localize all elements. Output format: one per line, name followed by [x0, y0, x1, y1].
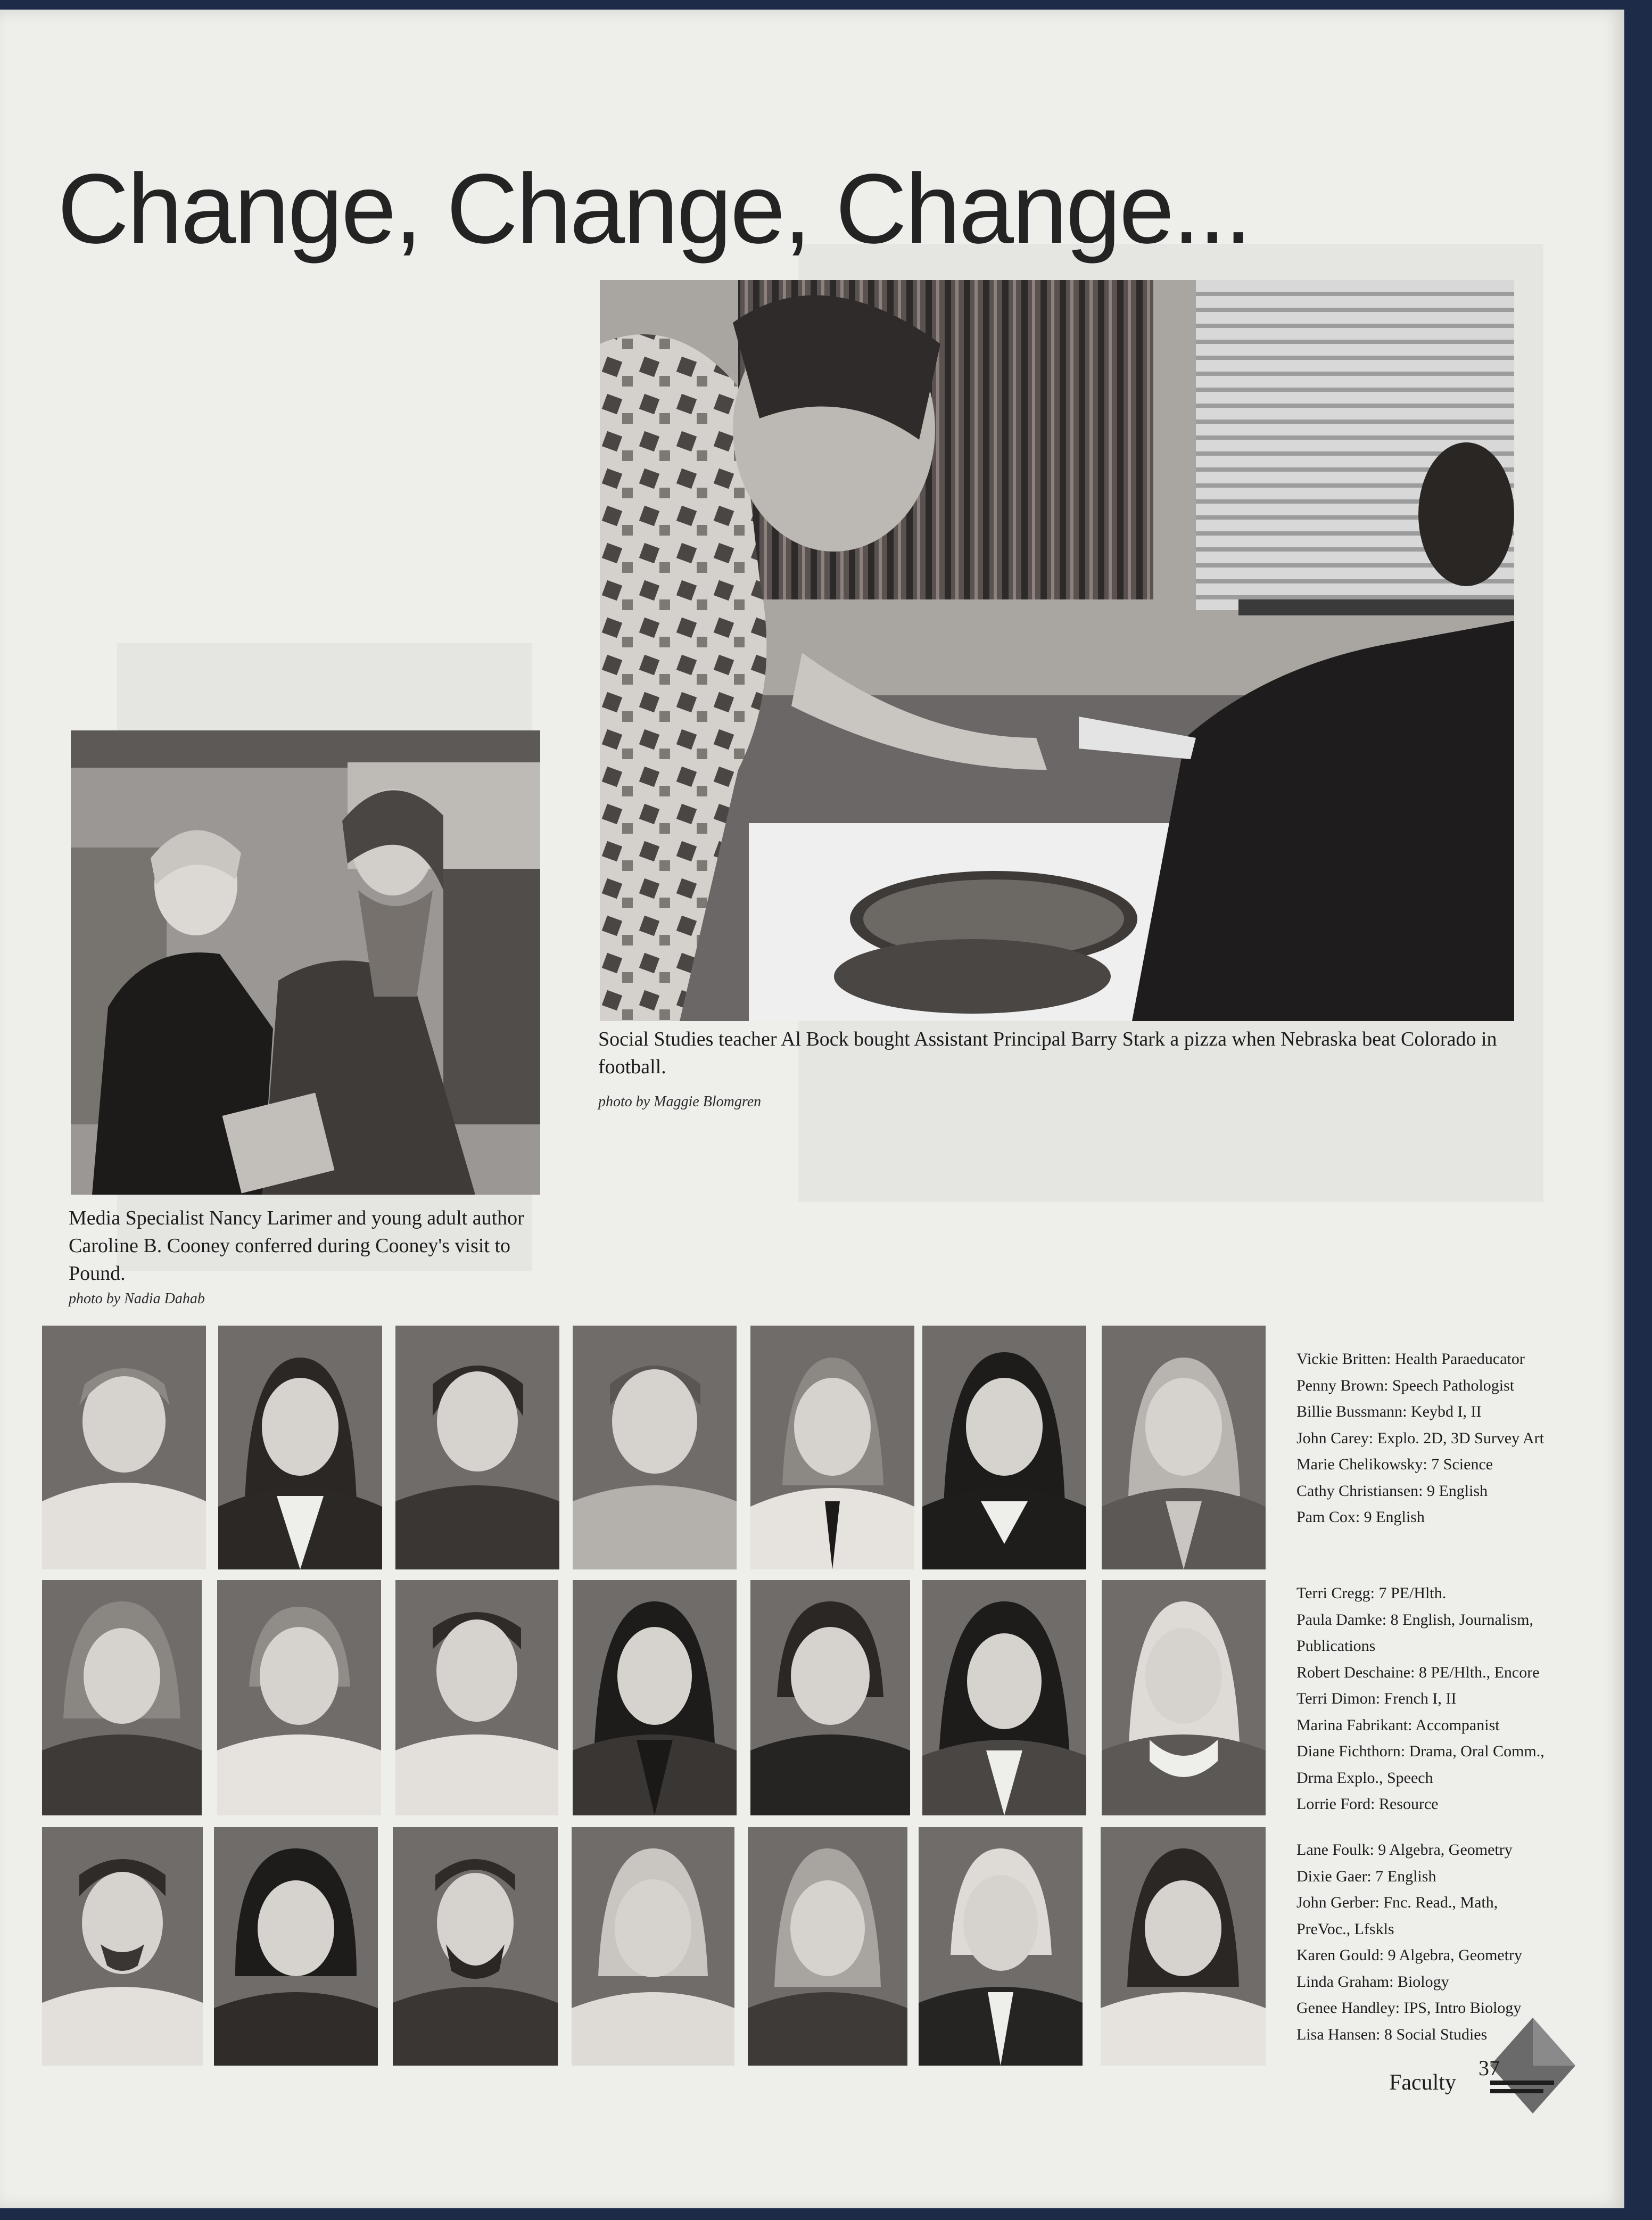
faculty-portrait	[217, 1580, 381, 1815]
faculty-portrait	[922, 1326, 1086, 1569]
faculty-name-entry: Lorrie Ford: Resource	[1296, 1795, 1439, 1813]
faculty-names-row-3	[1296, 1837, 1595, 2048]
media-specialist-photo	[71, 730, 540, 1195]
faculty-portrait	[42, 1326, 206, 1569]
faculty-portrait	[395, 1580, 558, 1815]
faculty-name-entry: Paula Damke: 8 English, Journalism,	[1296, 1610, 1533, 1629]
faculty-name-entry: Penny Brown: Speech Pathologist	[1296, 1376, 1515, 1394]
faculty-name-entry: Pam Cox: 9 English	[1296, 1508, 1425, 1526]
faculty-name-entry: Drma Explo., Speech	[1296, 1769, 1433, 1787]
faculty-portrait	[572, 1827, 734, 2066]
faculty-name-entry: Billie Bussmann: Keybd I, II	[1296, 1403, 1482, 1420]
page-number: 37	[1478, 2056, 1500, 2080]
pizza-photo	[600, 280, 1514, 1021]
faculty-name-entry: Lisa Hansen: 8 Social Studies	[1296, 2025, 1488, 2043]
pizza-photo-caption: Social Studies teacher Al Bock bought Assistant Principal Barry Stark a pizza when Nebraska beat Colorado in football.	[598, 1028, 1497, 1078]
faculty-portrait	[573, 1326, 737, 1569]
faculty-name-entry: Genee Handley: IPS, Intro Biology	[1296, 1999, 1522, 2017]
faculty-name-entry: Terri Dimon: French I, II	[1296, 1690, 1457, 1707]
faculty-portrait	[42, 1580, 202, 1815]
faculty-name-entry: Marina Fabrikant: Accompanist	[1296, 1716, 1500, 1734]
faculty-name-entry: Lane Foulk: 9 Algebra, Geometry	[1296, 1841, 1513, 1859]
media-photo-caption: Media Specialist Nancy Larimer and young adult author Caroline B. Cooney conferred during Cooney's visit to Pound.	[69, 1207, 524, 1285]
faculty-name-entry: Publications	[1296, 1637, 1376, 1655]
faculty-portrait	[750, 1580, 910, 1815]
faculty-names-row-2	[1296, 1580, 1595, 1818]
faculty-name-entry: John Carey: Explo. 2D, 3D Survey Art	[1296, 1429, 1544, 1447]
faculty-portrait	[1102, 1326, 1266, 1569]
faculty-name-entry: John Gerber: Fnc. Read., Math,	[1296, 1894, 1498, 1911]
faculty-name-entry: PreVoc., Lfskls	[1296, 1920, 1394, 1938]
faculty-name-entry: Vickie Britten: Health Paraeducator	[1296, 1350, 1525, 1368]
faculty-portrait	[393, 1827, 558, 2066]
faculty-portrait	[748, 1827, 907, 2066]
pizza-photo-credit: photo by Maggie Blomgren	[598, 1093, 762, 1110]
faculty-name-entry: Terri Cregg: 7 PE/Hlth.	[1296, 1584, 1447, 1602]
diamond-folio-icon	[1490, 2018, 1575, 2114]
faculty-name-entry: Dixie Gaer: 7 English	[1296, 1867, 1436, 1885]
faculty-portrait	[218, 1326, 382, 1569]
media-photo-credit: photo by Nadia Dahab	[69, 1290, 205, 1307]
faculty-name-entry: Marie Chelikowsky: 7 Science	[1296, 1456, 1493, 1473]
section-folio-label: Faculty	[1389, 2070, 1456, 2095]
faculty-name-entry: Robert Deschaine: 8 PE/Hlth., Encore	[1296, 1663, 1540, 1681]
faculty-name-entry: Karen Gould: 9 Algebra, Geometry	[1296, 1946, 1523, 1964]
faculty-portrait	[573, 1580, 737, 1815]
faculty-portrait	[42, 1827, 203, 2066]
faculty-portrait	[395, 1326, 559, 1569]
faculty-portrait	[1102, 1580, 1266, 1815]
faculty-portrait	[214, 1827, 378, 2066]
page-title: Change, Change, Change...	[57, 154, 1251, 264]
yearbook-page	[0, 10, 1624, 2208]
faculty-portrait	[750, 1326, 914, 1569]
faculty-name-entry: Cathy Christiansen: 9 English	[1296, 1482, 1488, 1500]
faculty-portrait	[919, 1827, 1083, 2066]
faculty-portrait	[922, 1580, 1086, 1815]
faculty-name-entry: Diane Fichthorn: Drama, Oral Comm.,	[1296, 1742, 1544, 1760]
faculty-name-entry: Linda Graham: Biology	[1296, 1972, 1449, 1991]
faculty-names-row-1	[1296, 1346, 1595, 1531]
faculty-portrait	[1101, 1827, 1266, 2066]
